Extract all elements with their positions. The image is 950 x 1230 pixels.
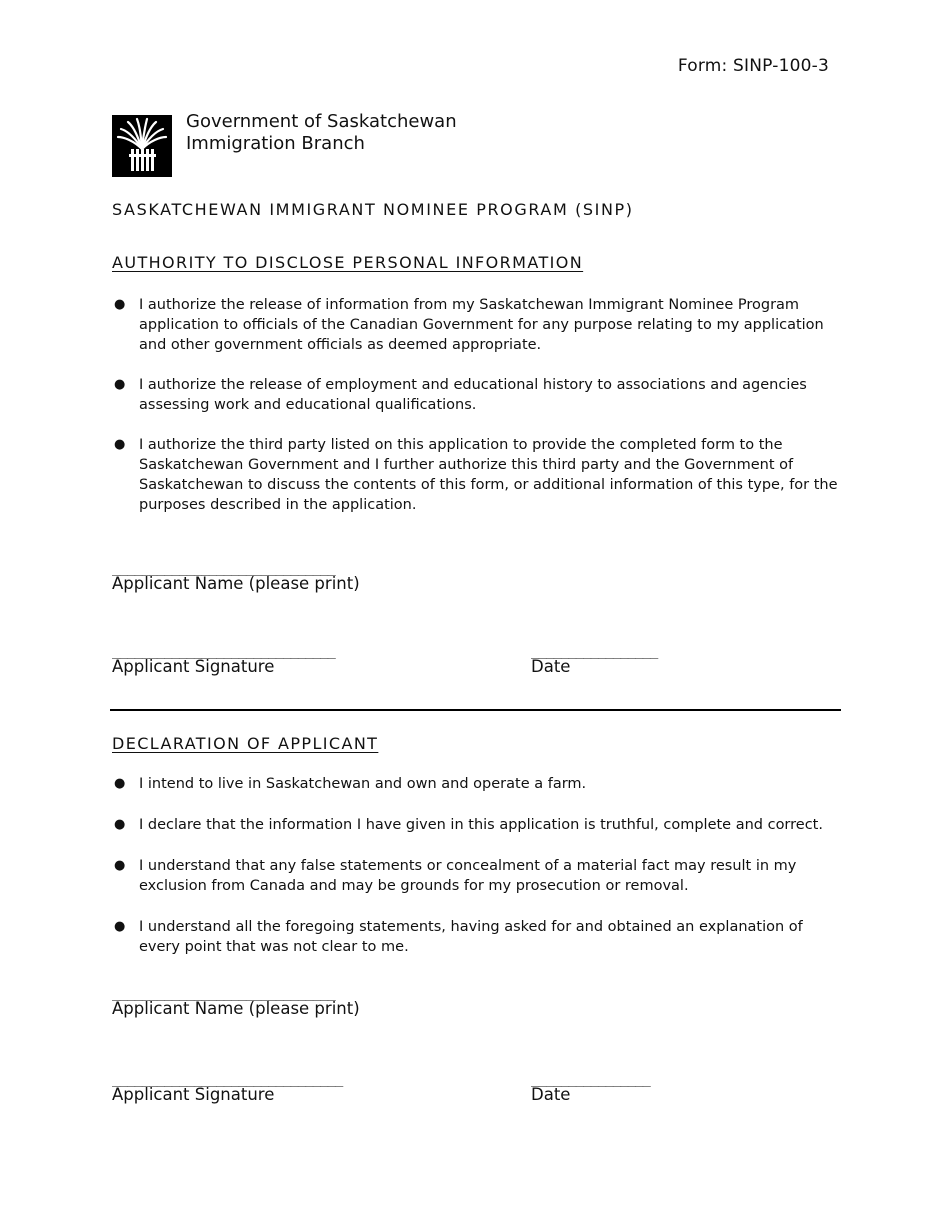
list-item [112,435,847,515]
applicant-signature-label: Applicant Signature [112,657,275,676]
bullet-icon: ● [114,776,126,791]
authority-heading: AUTHORITY TO DISCLOSE PERSONAL INFORMATION [112,253,584,272]
list-item [112,917,847,957]
applicant-signature-line[interactable]: ______________________________ [112,643,335,659]
list-item [112,375,847,415]
applicant-name-label: Applicant Name (please print) [112,999,360,1018]
bullet-icon: ● [114,437,126,452]
gov-line-1: Government of Saskatchewan [186,111,457,132]
wheat-sheaf-logo-icon [112,115,172,177]
applicant-name-label: Applicant Name (please print) [112,574,360,593]
bullet-icon: ● [114,919,126,934]
bullet-text: I intend to live in Saskatchewan and own and operate a farm. [139,776,587,792]
list-item [112,815,847,835]
date-line[interactable]: ________________ [531,1071,650,1087]
applicant-signature-label: Applicant Signature [112,1085,275,1104]
applicant-name-line[interactable]: ______________________________ [112,560,335,576]
bullet-text: I authorize the release of employment and educational history to associations and agencies assessing work and educational qualifications. [139,377,807,413]
bullet-icon: ● [114,858,126,873]
bullet-text: I declare that the information I have given in this application is truthful, complete and correct. [139,817,823,833]
bullet-text: I understand that any false statements or concealment of a material fact may result in my exclusion from Canada and may be grounds for my prosecution or removal. [139,858,797,894]
bullet-text: I authorize the release of information from my Saskatchewan Immigrant Nominee Program application to officials of the Canadian Government for any purpose relating to my application and other government officials as deemed appropriate. [139,297,824,353]
applicant-name-line[interactable]: ______________________________ [112,985,335,1001]
date-label: Date [531,657,571,676]
authority-bullet-list [112,295,847,515]
bullet-icon: ● [114,297,126,312]
list-item [112,774,847,794]
program-title: SASKATCHEWAN IMMIGRANT NOMINEE PROGRAM (SINP) [112,200,634,219]
applicant-signature-line[interactable]: _______________________________ [112,1071,343,1087]
section-divider [110,709,841,711]
government-name [186,111,457,155]
bullet-text: I authorize the third party listed on this application to provide the completed form to the Saskatchewan Government and I further authorize this third party and the Government of Saskatchewan to discuss the contents of this form, or additional information of this type, for the purposes described in the application. [139,437,838,513]
declaration-heading: DECLARATION OF APPLICANT [112,734,379,753]
form-id: Form: SINP-100-3 [677,56,829,76]
date-line[interactable]: _________________ [531,643,658,659]
list-item [112,295,847,355]
bullet-icon: ● [114,817,126,832]
gov-line-2: Immigration Branch [186,133,365,154]
date-label: Date [531,1085,571,1104]
declaration-bullet-list [112,774,847,957]
list-item [112,856,847,896]
bullet-text: I understand all the foregoing statements, having asked for and obtained an explanation of every point that was not clear to me. [139,919,803,955]
bullet-icon: ● [114,377,126,392]
